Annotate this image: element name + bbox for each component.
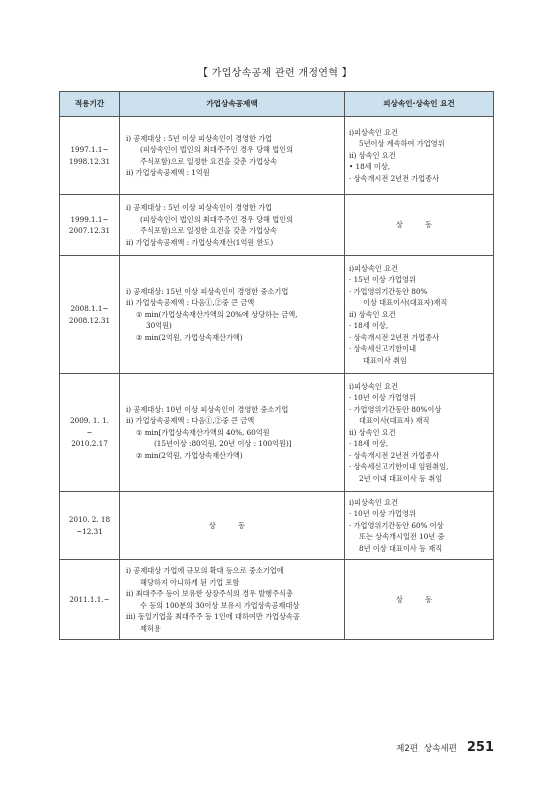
revision-history-table bbox=[59, 91, 494, 640]
period-cell: 2010. 2. 18 ~12.31 bbox=[60, 492, 120, 560]
table-row bbox=[60, 374, 494, 492]
requirements-cell: ⅰ)피상속인 요건 · 10년 이상 가업영위 · 가업영위기간동안 80%이상 대표이사(대표자) 재직 ⅱ) 상속인 요건 · 18세 이상, · 상속개시전 2년전 가업종사 · 상속세신고기한이내 임원취임, 2년 이내 대표이사 등 취임 bbox=[345, 374, 494, 492]
table-header-row bbox=[60, 92, 494, 117]
table-row bbox=[60, 117, 494, 195]
table-row bbox=[60, 256, 494, 374]
header-period: 적용기간 bbox=[60, 92, 120, 117]
deduction-cell: ⅰ) 공제대상 : 5년 이상 피상속인이 경영한 가업 (피상속인이 법인의 최대주주인 경우 당해 법인의 주식포함)으로 일정한 요건을 갖춘 가업상속 ⅱ) 가업상속공제액 : 가업상속재산(1억원 한도) bbox=[120, 195, 345, 256]
requirements-cell: ⅰ)피상속인 요건 · 10년 이상 가업영위 · 가업영위기간동안 60% 이상 또는 상속개시일전 10년 중 8년 이상 대표이사 등 재직 bbox=[345, 492, 494, 560]
deduction-cell: ⅰ) 공제대상: 10년 이상 피상속인이 경영한 중소기업 ⅱ) 가업상속공제액 : 다음①,②중 큰 금액 ① min[가업상속재산가액의 40%, 60억원 (15년이상 :80억원, 20년 이상 : 100억원)] ② min(2억원, 가업상속재산가액) bbox=[120, 374, 345, 492]
period-cell: 2009. 1. 1. ~ 2010.2.17 bbox=[60, 374, 120, 492]
page-title: 【 가업상속공제 관련 개정연혁 】 bbox=[197, 68, 353, 79]
period-cell: 2008.1.1~ 2008.12.31 bbox=[60, 256, 120, 374]
footer-part: 제2편 bbox=[396, 744, 418, 754]
footer-section: 상속세편 bbox=[424, 744, 457, 754]
period-cell: 2011.1.1.~ bbox=[60, 560, 120, 640]
table-row bbox=[60, 195, 494, 256]
period-cell: 1999.1.1~ 2007.12.31 bbox=[60, 195, 120, 256]
header-deduction: 가업상속공제액 bbox=[120, 92, 345, 117]
period-cell: 1997.1.1~ 1998.12.31 bbox=[60, 117, 120, 195]
requirements-cell: 상 동 bbox=[345, 560, 494, 640]
table-row bbox=[60, 560, 494, 640]
requirements-cell: ⅰ)피상속인 요건 5년이상 계속하여 가업영위 ⅱ) 상속인 요건 • 18세 이상, · 상속개시전 2년전 가업종사 bbox=[345, 117, 494, 195]
table-row bbox=[60, 492, 494, 560]
deduction-cell: 상 동 bbox=[120, 492, 345, 560]
page-footer bbox=[396, 740, 494, 755]
deduction-cell: ⅰ) 공제대상 : 5년 이상 피상속인이 경영한 가업 (피상속인이 법인의 최대주주인 경우 당해 법인의 주식포함)으로 일정한 요건을 갖춘 가업상속 ⅱ) 가업상속공제액 : 1억원 bbox=[120, 117, 345, 195]
header-requirements: 피상속인·상속인 요건 bbox=[345, 92, 494, 117]
page-number: 251 bbox=[466, 740, 494, 755]
deduction-cell: ⅰ) 공제대상 가업에 규모의 확대 등으로 중소기업에 해당하지 아니하게 된 기업 포함 ⅱ) 최대주주 등이 보유한 상장주식의 경우 발행주식총 수 등의 100분의 30이상 보유시 가업상속공제대상 ⅲ) 동일기업을 최대주주 등 1인에 대하여만 가업상속공 제허용 bbox=[120, 560, 345, 640]
requirements-cell: 상 동 bbox=[345, 195, 494, 256]
deduction-cell: ⅰ) 공제대상: 15년 이상 피상속인이 경영한 중소기업 ⅱ) 가업상속공제액 : 다음①,②중 큰 금액 ① min(가업상속재산가액의 20%에 상당하는 금액, 30억원) ② min(2억원, 가업상속재산가액) bbox=[120, 256, 345, 374]
requirements-cell: ⅰ)피상속인 요건 · 15년 이상 가업영위 · 가업영위기간동안 80% 이상 대표이사(대표자)재직 ⅱ) 상속인 요건 · 18세 이상, · 상속개시전 2년전 가업종사 · 상속세신고기한이내 대표이사 취임 bbox=[345, 256, 494, 374]
